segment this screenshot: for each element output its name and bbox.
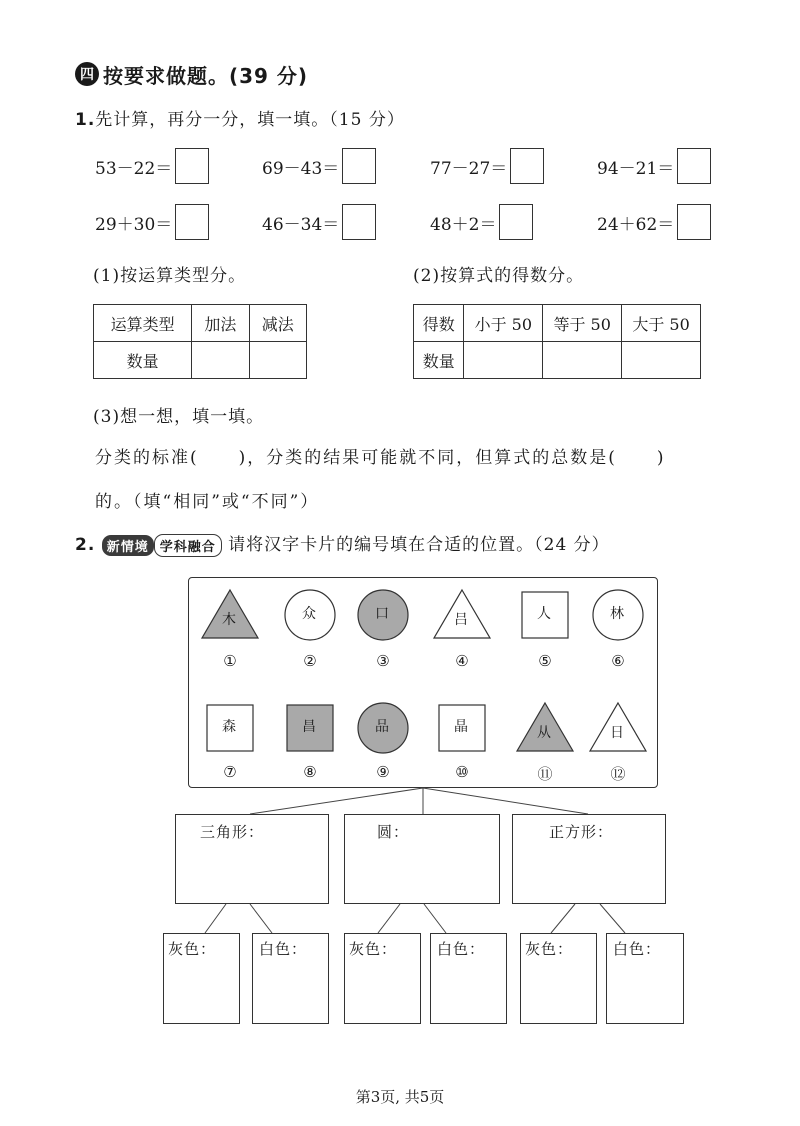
card-character: 晶 [454, 719, 468, 735]
question-2-number: 2. [75, 535, 96, 555]
triangle-white-box[interactable] [252, 933, 329, 1024]
card-character: 林 [610, 606, 624, 622]
card-number: ⑪ [537, 765, 553, 783]
card-character: 人 [537, 606, 551, 622]
circle-category-box[interactable] [344, 814, 500, 904]
fill-text: )，分类的结果可能就不同，但算式的总数是( [238, 448, 617, 468]
card-number: ⑦ [223, 763, 237, 781]
card-number: ② [303, 652, 317, 670]
category-label: 正方形： [549, 823, 614, 841]
equation-text: 24＋62＝ [597, 214, 675, 235]
section-number-badge: 四 [75, 62, 99, 86]
category-label: 圆： [377, 823, 410, 841]
connector-line [600, 904, 625, 933]
equation-text: 69－43＝ [262, 158, 340, 179]
card-character: 森 [222, 719, 236, 735]
square-gray-box[interactable] [520, 933, 597, 1024]
connector-line [423, 788, 588, 814]
question-2-text: 请将汉字卡片的编号填在合适的位置。（24 分） [228, 535, 610, 555]
sub-label: 灰色： [168, 940, 217, 958]
card-number: ③ [376, 652, 390, 670]
card-number: ⑫ [610, 765, 626, 783]
card-number: ⑥ [611, 652, 625, 670]
part-1-label: (1)按运算类型分。 [93, 266, 247, 286]
table-header: 大于 50 [622, 305, 701, 342]
table-header: 小于 50 [464, 305, 543, 342]
question-1-text: 先计算，再分一分，填一填。（15 分） [95, 110, 405, 130]
table-header: 得数 [414, 305, 464, 342]
equation-text: 77－27＝ [430, 158, 508, 179]
fill-text: 分类的标准( [95, 448, 199, 468]
question-1-number: 1. [75, 110, 96, 130]
card-character: 口 [375, 606, 389, 622]
card-number: ⑤ [538, 652, 552, 670]
connector-line [250, 788, 423, 814]
part-2-label: (2)按算式的得数分。 [413, 266, 585, 286]
subject-integration-tag: 学科融合 [154, 534, 222, 557]
sub-label: 白色： [613, 940, 662, 958]
equation-text: 53－22＝ [95, 158, 173, 179]
section-title: 按要求做题。(39 分) [103, 64, 309, 88]
card-number: ⑧ [303, 763, 317, 781]
sub-label: 灰色： [525, 940, 574, 958]
card-number: ④ [455, 652, 469, 670]
page-footer: 第3页, 共5页 [355, 1088, 445, 1106]
square-white-box[interactable] [606, 933, 684, 1024]
triangle-category-box[interactable] [175, 814, 329, 904]
card-number: ① [223, 652, 237, 670]
part-3-line-2: 的。（填“相同”或“不同”） [95, 492, 320, 512]
sub-label: 白色： [437, 940, 486, 958]
table-header: 等于 50 [543, 305, 622, 342]
equation-text: 46－34＝ [262, 214, 340, 235]
category-label: 三角形： [200, 823, 265, 841]
card-number: ⑨ [376, 763, 390, 781]
sub-label: 白色： [259, 940, 308, 958]
card-character: 木 [222, 612, 236, 628]
square-category-box[interactable] [512, 814, 666, 904]
card-character: 品 [375, 719, 389, 735]
card-character: 从 [537, 725, 551, 741]
card-number: ⑩ [455, 763, 469, 781]
card-character: 吕 [454, 612, 468, 628]
connector-line [250, 904, 272, 933]
equation-text: 94－21＝ [597, 158, 675, 179]
card-character: 众 [302, 606, 316, 622]
new-context-tag: 新情境 [102, 535, 154, 556]
part-3-label: (3)想一想，填一填。 [93, 407, 265, 427]
card-character: 昌 [302, 719, 316, 735]
circle-white-box[interactable] [430, 933, 507, 1024]
circle-gray-box[interactable] [344, 933, 421, 1024]
table-row-label: 数量 [94, 342, 192, 379]
connector-line [424, 904, 446, 933]
table-header: 减法 [249, 305, 306, 342]
table-row-label: 数量 [414, 342, 464, 379]
connector-line [378, 904, 400, 933]
triangle-gray-box[interactable] [163, 933, 240, 1024]
table-header: 运算类型 [94, 305, 192, 342]
fill-text: ) [656, 448, 666, 468]
equation-text: 48＋2＝ [430, 214, 497, 235]
card-character: 日 [610, 725, 624, 741]
sub-label: 灰色： [349, 940, 398, 958]
connector-line [551, 904, 575, 933]
equation-text: 29＋30＝ [95, 214, 173, 235]
table-header: 加法 [192, 305, 249, 342]
connector-line [205, 904, 226, 933]
